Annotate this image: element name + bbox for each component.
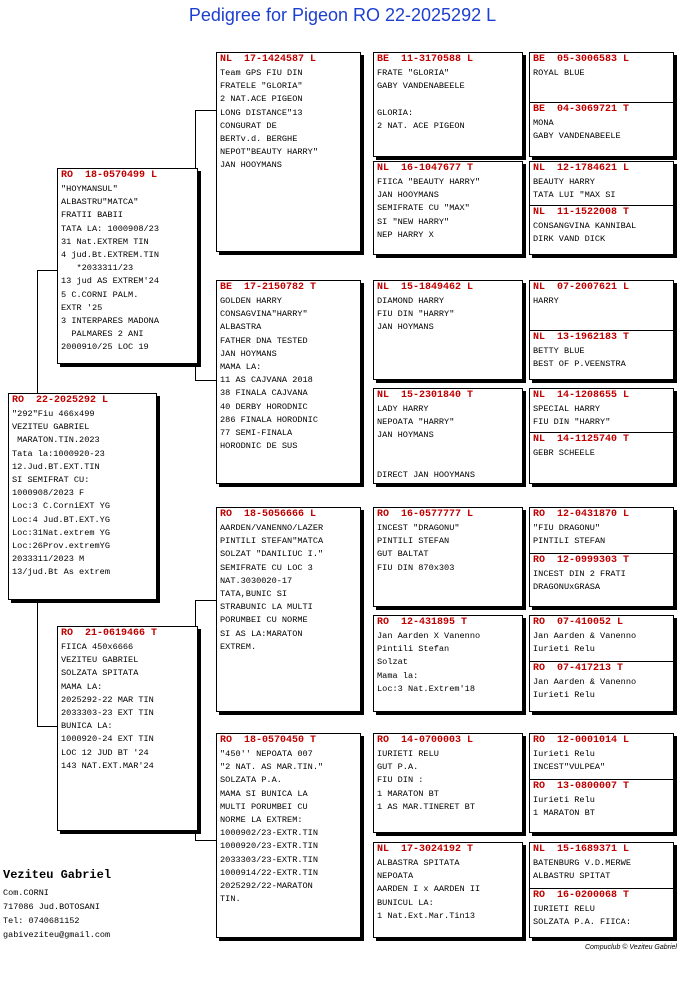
owner-phone: Tel: 0740681152 [3, 916, 80, 926]
ring-number: RO 07-410052 L [533, 617, 624, 628]
pigeon-notes: SPECIAL HARRY FIU DIN "HARRY" [533, 404, 611, 428]
pigeon-notes: ROYAL BLUE [533, 68, 585, 78]
pigeon-notes: HARRY [533, 296, 559, 306]
ancestor-pair-card [529, 842, 674, 938]
ring-number: RO 16-0200068 T [533, 890, 630, 901]
connector-line [195, 840, 216, 841]
grandparent-card [216, 733, 361, 938]
ring-number: RO 22-2025292 L [12, 395, 109, 406]
page-title: Pedigree for Pigeon RO 22-2025292 L [188, 5, 497, 25]
ring-number: NL 15-1689371 L [533, 844, 630, 855]
grandparent-card [216, 280, 361, 484]
connector-line [195, 110, 216, 111]
pigeon-notes: ALBASTRA SPITATA NEPOATA AARDEN I x AARDEN II BUNICUL LA: 1 Nat.Ext.Mar.Tin13 [377, 858, 481, 921]
great-grandparent-card [373, 615, 523, 712]
grandparent-card [216, 507, 361, 712]
ancestor-pair-card [529, 733, 674, 833]
pigeon-notes: IURIETI RELU GUT P.A. FIU DIN : 1 MARATON BT 1 AS MAR.TINERET BT [377, 749, 475, 812]
pigeon-notes: GOLDEN HARRY CONSAGVINA"HARRY" ALBASTRA FATHER DNA TESTED JAN HOYMANS MAMA LA: 11 AS CAJVANA 2018 38 FINALA CAJVANA 40 DERBY HORODNIC 286 FINALA HORODNIC 77 SEMI-FINALA HORODNIC DE SUS [220, 296, 318, 452]
ring-number: RO 18-5056666 L [220, 509, 317, 520]
connector-line [37, 270, 38, 394]
ring-number: RO 07-417213 T [533, 663, 624, 674]
great-grandparent-card [373, 733, 523, 833]
pigeon-notes: FRATE "GLORIA" GABY VANDENABEELE GLORIA: 2 NAT. ACE PIGEON [377, 68, 465, 131]
pigeon-notes: Jan Aarden & Vanenno Iurieti Relu [533, 677, 637, 701]
ring-number: RO 13-0800007 T [533, 781, 630, 792]
pigeon-notes: FIICA "BEAUTY HARRY" JAN HOOYMANS SEMIFRATE CU "MAX" SI "NEW HARRY" NEP HARRY X [377, 177, 481, 240]
subject-card [8, 393, 157, 600]
great-grandparent-card [373, 507, 523, 607]
pigeon-notes: DIAMOND HARRY FIU DIN "HARRY" JAN HOYMANS [377, 296, 455, 333]
great-grandparent-card [373, 842, 523, 938]
ring-number: NL 15-2301840 T [377, 390, 474, 401]
pigeon-notes: "292"Fiu 466x499 VEZITEU GABRIEL MARATON.TIN.2023 Tata la:1000920-23 12.Jud.BT.EXT.TIN SI SEMIFRAT CU: 1000908/2023 F Loc:3 C.CorniEXT YG Loc:4 Jud.BT.EXT.YG Loc:31Nat.extrem YG Loc:26Prov.extremYG 2033311/2023 M 13/jud.Bt As extrem [12, 409, 110, 578]
pigeon-notes: FIICA 450x6666 VEZITEU GABRIEL SOLZATA SPITATA MAMA LA: 2025292-22 MAR TIN 2033303-23 EXT TIN BUNICA LA: 1000920-24 EXT TIN LOC 12 JUD BT '24 143 NAT.EXT.MAR'24 [61, 642, 154, 771]
pigeon-notes: Jan Aarden X Vanenno Pintili Stefan Solzat Mama la: Loc:3 Nat.Extrem'18 [377, 631, 481, 694]
ring-number: NL 12-1784621 L [533, 163, 630, 174]
pigeon-notes: INCEST "DRAGONU" PINTILI STEFAN GUT BALTAT FIU DIN 870x303 [377, 523, 460, 573]
ring-number: BE 17-2150782 T [220, 282, 317, 293]
ring-number: RO 12-0431870 L [533, 509, 630, 520]
ancestor-pair-card [529, 388, 674, 484]
pigeon-notes: CONSANGVINA KANNIBAL DIRK VAND DICK [533, 221, 637, 245]
ring-number: BE 11-3170588 L [377, 54, 474, 65]
ring-number: NL 14-1125740 T [533, 434, 630, 445]
connector-line [37, 270, 57, 271]
ring-number: RO 18-0570499 L [61, 170, 158, 181]
ring-number: RO 14-0700003 L [377, 735, 474, 746]
ring-number: BE 04-3069721 T [533, 104, 630, 115]
ring-number: NL 15-1849462 L [377, 282, 474, 293]
ancestor-pair-card [529, 615, 674, 712]
owner-name: Veziteu Gabriel [3, 868, 112, 882]
pigeon-notes: Jan Aarden & Vanenno Iurieti Relu [533, 631, 637, 655]
pigeon-notes: Iurieti Relu 1 MARATON BT [533, 795, 595, 819]
ring-number: NL 13-1962183 T [533, 332, 630, 343]
ring-number: RO 16-0577777 L [377, 509, 474, 520]
pigeon-notes: BETTY BLUE BEST OF P.VEENSTRA [533, 346, 626, 370]
great-grandparent-card [373, 388, 523, 484]
footer-credit: Compuclub © Veziteu Gabriel [584, 944, 677, 951]
ring-number: NL 14-1208655 L [533, 390, 630, 401]
connector-line [37, 600, 38, 726]
pigeon-notes: Team GPS FIU DIN FRATELE "GLORIA" 2 NAT.ACE PIGEON LONG DISTANCE"13 CONGURAT DE BERTv.d. BERGHE NEPOT"BEAUTY HARRY" JAN HOOYMANS [220, 68, 318, 171]
ring-number: RO 12-0999303 T [533, 555, 630, 566]
owner-address: Com.CORNI [3, 888, 49, 898]
ring-number: NL 17-3024192 T [377, 844, 474, 855]
ring-number: RO 18-0570450 T [220, 735, 317, 746]
pigeon-notes: GEBR SCHEELE [533, 448, 595, 458]
great-grandparent-card [373, 280, 523, 380]
dam-card [57, 626, 198, 831]
ring-number: NL 11-1522008 T [533, 207, 630, 218]
ring-number: NL 17-1424587 L [220, 54, 317, 65]
pigeon-notes: "450'' NEPOATA 007 "2 NAT. AS MAR.TIN." SOLZATA P.A. MAMA SI BUNICA LA MULTI PORUMBEI CU NORME LA EXTREM: 1000902/23-EXTR.TIN 1000920/23-EXTR.TIN 2033303/23-EXTR.TIN 1000914/22-EXTR.TIN 2025292/22-MARATON TIN. [220, 749, 324, 905]
pigeon-notes: LADY HARRY NEPOATA "HARRY" JAN HOYMANS DIRECT JAN HOOYMANS [377, 404, 475, 481]
owner-email[interactable]: gabiveziteu@gmail.com [3, 930, 111, 940]
pigeon-notes: "HOYMANSUL" ALBASTRU"MATCA" FRATII BABII TATA LA: 1000908/23 31 Nat.EXTREM TIN 4 jud.Bt.EXTREM.TIN *2033311/23 13 jud AS EXTREM'24 5 C.CORNI PALM. EXTR '25 3 INTERPARES MADONA PALMARES 2 ANI 2000910/25 LOC 19 [61, 184, 159, 353]
ancestor-pair-card [529, 161, 674, 255]
ring-number: NL 07-2007621 L [533, 282, 630, 293]
pigeon-notes: BATENBURG V.D.MERWE ALBASTRU SPITAT [533, 858, 631, 882]
ring-number: BE 05-3006583 L [533, 54, 630, 65]
ring-number: NL 16-1047677 T [377, 163, 474, 174]
pigeon-notes: BEAUTY HARRY TATA LUI "MAX SI [533, 177, 616, 201]
ring-number: RO 21-0619466 T [61, 628, 158, 639]
owner-address: 717086 Jud.BOTOSANI [3, 902, 100, 912]
sire-card [57, 168, 198, 364]
ancestor-pair-card [529, 52, 674, 157]
connector-line [195, 600, 216, 601]
pigeon-notes: MONA GABY VANDENABEELE [533, 118, 621, 142]
ancestor-pair-card [529, 507, 674, 607]
pigeon-notes: Iurieti Relu INCEST"VULPEA" [533, 749, 606, 773]
ring-number: RO 12-0001014 L [533, 735, 630, 746]
grandparent-card [216, 52, 361, 252]
great-grandparent-card [373, 52, 523, 157]
pigeon-notes: "FIU DRAGONU" PINTILI STEFAN [533, 523, 606, 547]
pigeon-notes: AARDEN/VANENNO/LAZER PINTILI STEFAN"MATCA SOLZAT "DANILIUC I." SEMIFRATE CU LOC 3 NAT.3030020-17 TATA,BUNIC SI STRABUNIC LA MULTI PORUMBEI CU NORME SI AS LA:MARATON EXTREM. [220, 523, 324, 652]
connector-line [37, 726, 57, 727]
great-grandparent-card [373, 161, 523, 255]
pigeon-notes: IURIETI RELU SOLZATA P.A. FIICA: [533, 904, 631, 928]
ancestor-pair-card [529, 280, 674, 380]
pigeon-notes: INCEST DIN 2 FRATI DRAGONUxGRASA [533, 569, 626, 593]
connector-line [195, 380, 216, 381]
ring-number: RO 12-431895 T [377, 617, 468, 628]
